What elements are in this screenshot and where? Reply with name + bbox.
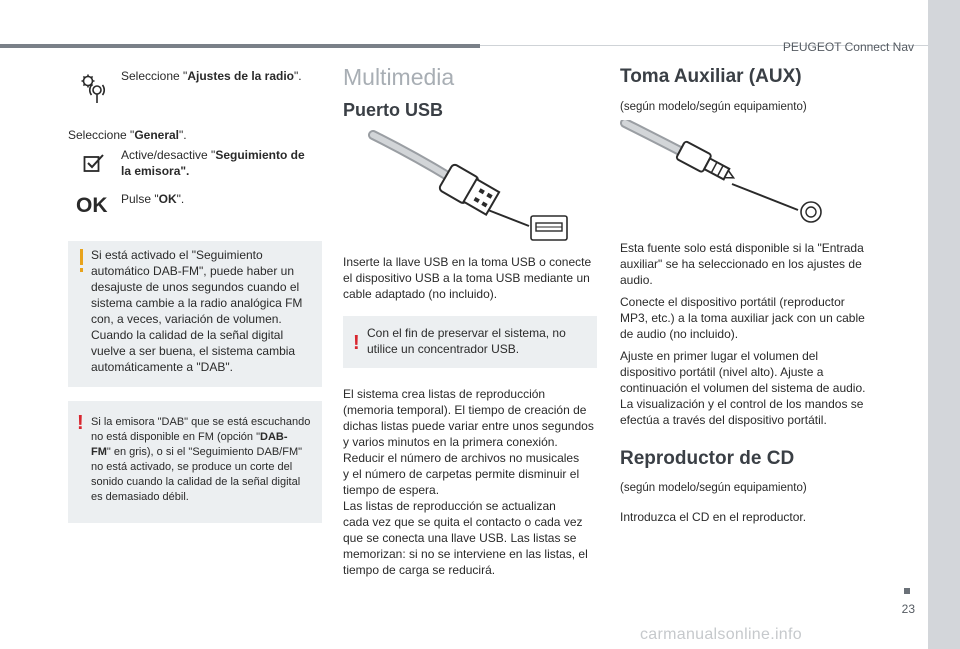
- continue-marker: [904, 588, 910, 594]
- aux-jack-illustration: [620, 120, 830, 225]
- header-brand: PEUGEOT Connect Nav: [782, 40, 914, 54]
- playlist-info: El sistema crea listas de reproducción (memoria temporal). El tiempo de creación de dichas listas puede variar entre unos segundos y varios minutos en la primera conexión. Reducir el número de archivos no musicales y el número de carpetas permite disminuir el tiempo de espera. Las listas de reproducción se actualizan cada vez que se quita el contacto o cada vez que se conecta una llave USB. Las listas se memorizan: si no se interviene en las listas, el tiempo de carga se reducirá.: [343, 387, 594, 577]
- step-toggle-station-tracking: Active/desactive "Seguimiento de la emisora".: [121, 148, 305, 178]
- subtitle-usb-port: Puerto USB: [343, 100, 444, 120]
- step-select-general: Seleccione "General".: [68, 128, 187, 142]
- aux-source-info: Esta fuente solo está disponible si la "Entrada auxiliar" se ha seleccionado en los ajustes de audio.: [620, 241, 864, 287]
- cd-instructions: Introduzca el CD en el reproductor.: [620, 510, 807, 524]
- page-number: 23: [901, 602, 915, 616]
- usb-instructions: Inserte la llave USB en la toma USB o conecte el dispositivo USB a la toma USB mediante un cable adaptado (no incluido).: [343, 255, 592, 301]
- info-note-marker-2: [80, 268, 83, 272]
- aux-connect-info: Conecte el dispositivo portátil (reproductor MP3, etc.) a la toma auxiliar jack con un cable de audio (no incluido).: [620, 295, 865, 341]
- usb-plug-illustration: [343, 130, 573, 245]
- step-press-ok: Pulse "OK".: [121, 192, 185, 206]
- ok-icon: OK: [76, 194, 108, 217]
- info-note-marker: [80, 249, 83, 265]
- checkbox-toggle-icon: [83, 153, 105, 173]
- usb-warning-text: Con el fin de preservar el sistema, no utilice un concentrador USB.: [367, 326, 566, 356]
- title-cd-player: Reproductor de CD: [620, 448, 795, 469]
- title-aux-input: Toma Auxiliar (AUX): [620, 66, 802, 87]
- watermark: carmanualsonline.info: [640, 626, 802, 643]
- warning-icon: !: [77, 412, 84, 434]
- aux-availability-note: (según modelo/según equipamiento): [620, 101, 807, 113]
- warning-note-text: Si la emisora "DAB" que se está escuchando no está disponible en FM (opción "DAB- FM" en gris), o si el "Seguimiento DAB/FM" no está activado, se produce un corte del sonido cuando la calidad de la señal digital es demasiado débil.: [91, 416, 311, 503]
- info-note-text: Si está activado el "Seguimiento automático DAB-FM", puede haber un desajuste de unos segundos cuando el sistema cambie a la radio analógica FM con, a veces, variación de volumen. Cuando la calidad de la señal digital vuelve a ser buena, el sistema cambia automáticamente a "DAB".: [91, 248, 303, 374]
- warning-icon: !: [353, 332, 360, 354]
- aux-volume-info: Ajuste en primer lugar el volumen del dispositivo portátil (nivel alto). Ajuste a continuación el volumen del sistema de audio. La visualización y el control de los mandos se efectúa a través del dispositivo portátil.: [620, 349, 866, 427]
- section-title-multimedia: Multimedia: [343, 64, 455, 90]
- step-select-radio-settings: Seleccione "Ajustes de la radio".: [121, 69, 302, 83]
- radio-settings-icon: [78, 72, 112, 106]
- header-bar: [0, 44, 480, 48]
- cd-availability-note: (según modelo/según equipamiento): [620, 482, 807, 494]
- page-side-tab: [928, 0, 960, 649]
